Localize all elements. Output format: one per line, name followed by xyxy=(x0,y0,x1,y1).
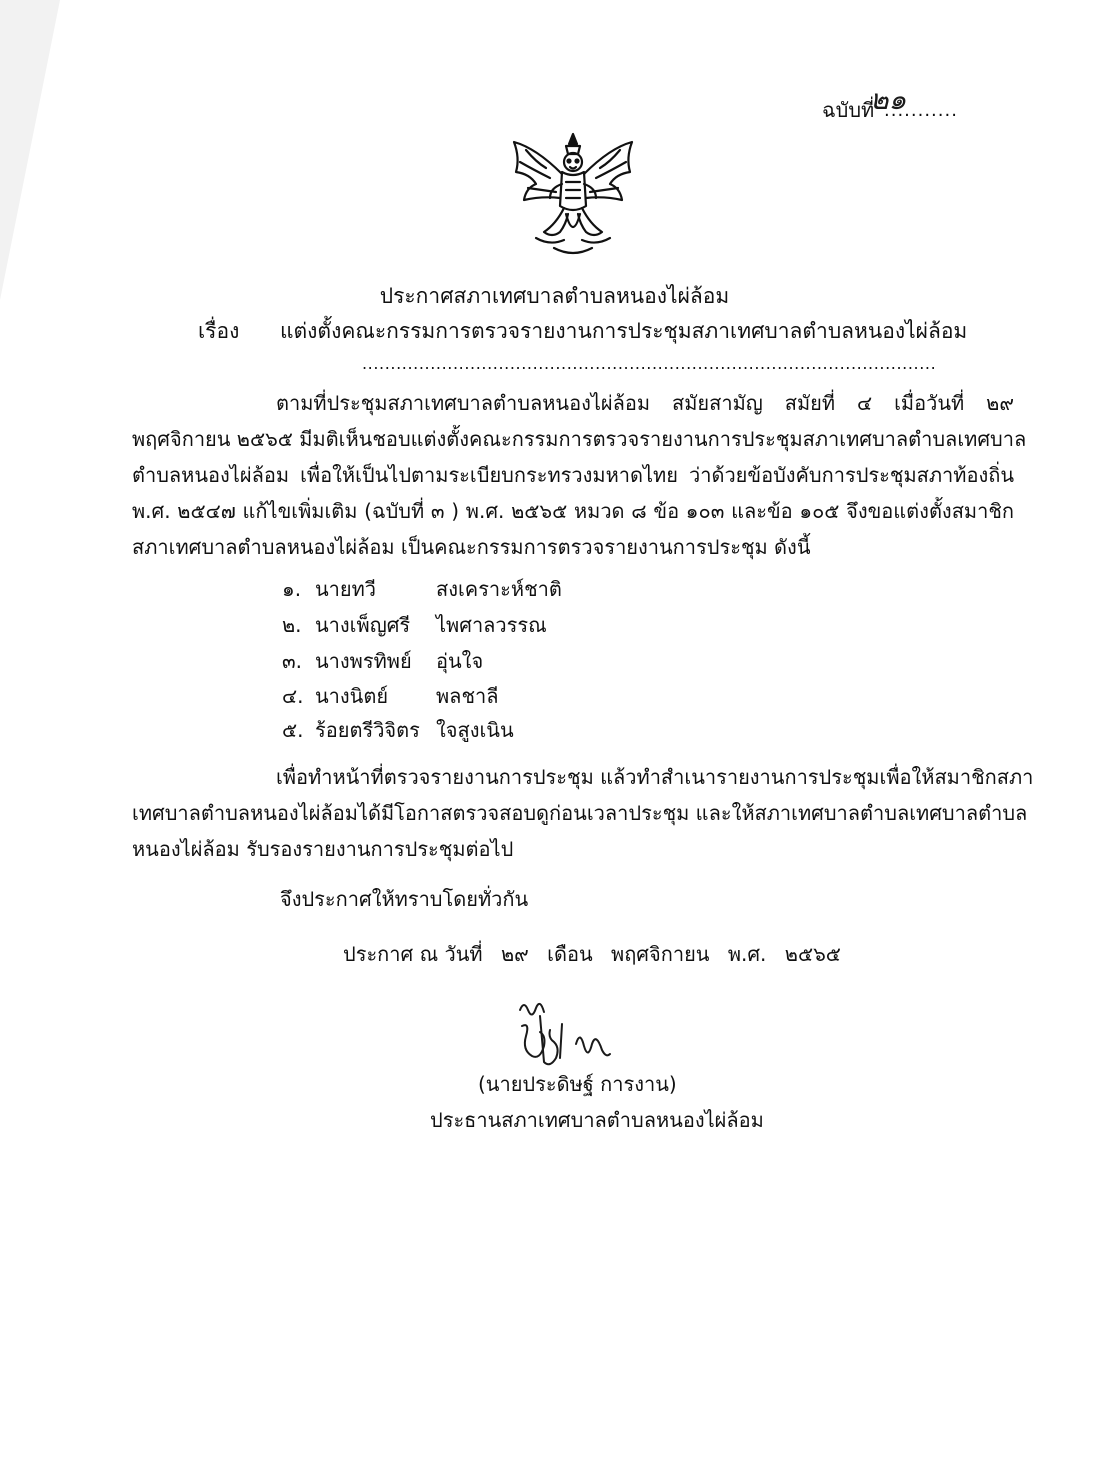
paragraph-line: พฤศจิกายน ๒๕๖๕ มีมติเห็นชอบแต่งตั้งคณะกรรมการตรวจรายงานการประชุมสภาเทศบาลตำบลเทศบาล xyxy=(132,427,1027,451)
date-day: ๒๙ xyxy=(500,942,529,966)
member-last-name: สงเคราะห์ชาติ xyxy=(436,577,562,601)
subject-text: แต่งตั้งคณะกรรมการตรวจรายงานการประชุมสภาเทศบาลตำบลหนองไผ่ล้อม xyxy=(280,319,968,343)
date-month-label: เดือน xyxy=(547,942,593,966)
issue-number-value: ๒๑ xyxy=(870,83,907,116)
member-last-name: ใจสูงเนิน xyxy=(436,718,514,742)
paragraph-line: สภาเทศบาลตำบลหนองไผ่ล้อม เป็นคณะกรรมการตรวจรายงานการประชุม ดังนี้ xyxy=(132,535,811,559)
paragraph-line: หนองไผ่ล้อม รับรองรายงานการประชุมต่อไป xyxy=(132,837,514,861)
subject-label: เรื่อง xyxy=(198,319,240,343)
member-number: ๕. xyxy=(282,718,304,742)
date-year: ๒๕๖๕ xyxy=(784,942,841,966)
member-number: ๒. xyxy=(282,613,302,637)
date-year-label: พ.ศ. xyxy=(727,942,767,966)
issue-number-dots: ........... xyxy=(884,100,958,121)
member-first-name: นายทวี xyxy=(315,577,377,601)
date-month: พฤศจิกายน xyxy=(611,942,710,966)
member-number: ๓. xyxy=(282,649,303,673)
garuda-emblem-icon xyxy=(506,128,640,262)
member-last-name: พลชาลี xyxy=(436,684,499,708)
paragraph-line: ตามที่ประชุมสภาเทศบาลตำบลหนองไผ่ล้อม สมัยสามัญ สมัยที่ ๔ เมื่อวันที่ ๒๙ xyxy=(276,391,1014,415)
page-corner-shade xyxy=(0,0,60,300)
announce-statement: จึงประกาศให้ทราบโดยทั่วกัน xyxy=(280,887,529,911)
signature-image xyxy=(510,996,620,1076)
paragraph-line: พ.ศ. ๒๕๔๗ แก้ไขเพิ่มเติม (ฉบับที่ ๓ ) พ.ศ. ๒๕๖๕ หมวด ๘ ข้อ ๑๐๓ และข้อ ๑๐๕ จึงขอแต่งตั้งสมาชิก xyxy=(132,499,1014,523)
paragraph-line: ตำบลหนองไผ่ล้อม เพื่อให้เป็นไปตามระเบียบกระทรวงมหาดไทย ว่าด้วยข้อบังคับการประชุมสภาท้องถิ่น xyxy=(132,463,1014,487)
title-divider: ..................................................................................................... xyxy=(362,354,937,373)
paragraph-line: เพื่อทำหน้าที่ตรวจรายงานการประชุม แล้วทำสำเนารายงานการประชุมเพื่อให้สมาชิกสภา xyxy=(276,765,1034,789)
member-first-name: นางนิตย์ xyxy=(315,684,389,708)
signer-name: (นายประดิษฐ์ การงาน) xyxy=(478,1072,677,1096)
member-number: ๑. xyxy=(282,577,302,601)
member-last-name: ไพศาลวรรณ xyxy=(436,613,547,637)
member-first-name: นางพรทิพย์ xyxy=(315,649,412,673)
signer-position: ประธานสภาเทศบาลตำบลหนองไผ่ล้อม xyxy=(430,1108,764,1132)
announcement-title: ประกาศสภาเทศบาลตำบลหนองไผ่ล้อม xyxy=(379,284,730,308)
issue-number-label: ฉบับที่ xyxy=(822,98,875,122)
member-number: ๔. xyxy=(282,684,304,708)
paragraph-line: เทศบาลตำบลหนองไผ่ล้อมได้มีโอกาสตรวจสอบดูก่อนเวลาประชุม และให้สภาเทศบาลตำบลเทศบาลตำบล xyxy=(132,801,1028,825)
member-last-name: อุ่นใจ xyxy=(436,649,484,673)
announcement-date xyxy=(343,942,853,966)
member-first-name: ร้อยตรีวิจิตร xyxy=(315,718,420,742)
date-prefix: ประกาศ ณ วันที่ xyxy=(343,942,483,966)
member-first-name: นางเพ็ญศรี xyxy=(315,613,411,637)
